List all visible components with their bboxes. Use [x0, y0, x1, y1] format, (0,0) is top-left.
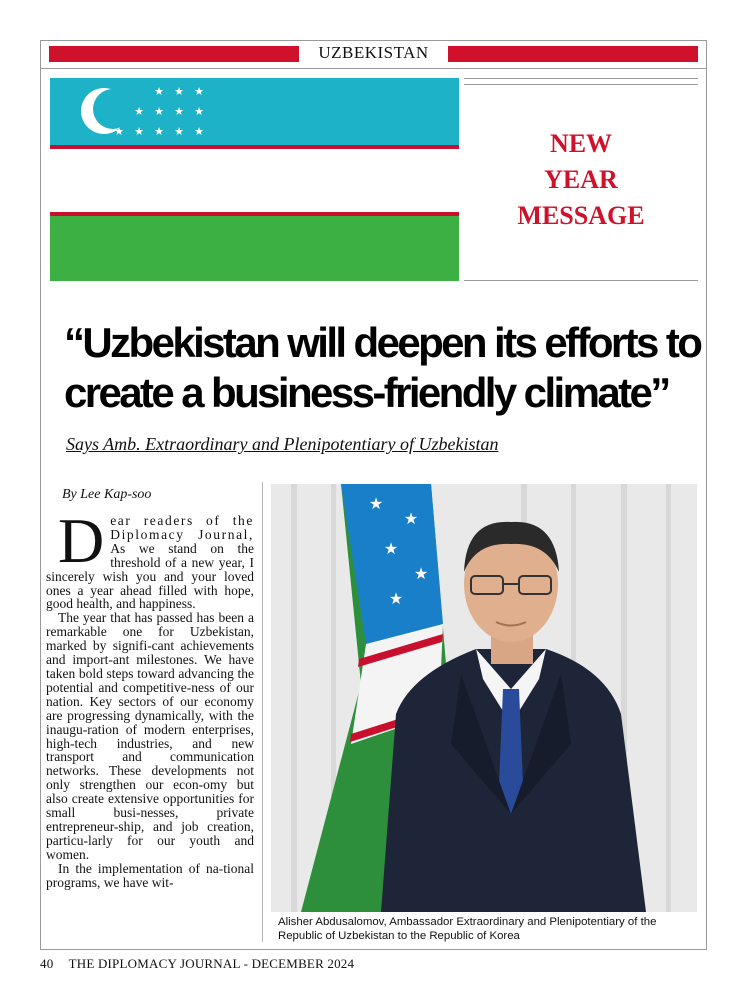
section-bar-left: [49, 46, 299, 62]
svg-text:★: ★: [114, 125, 124, 138]
page-footer: [40, 956, 354, 972]
new-year-message-title: NEW YEAR MESSAGE: [517, 129, 645, 230]
svg-text:★: ★: [194, 125, 204, 138]
body-paragraph: As we stand on the threshold of a new year, I sincerely wish you and your loved ones a year ahead filled with hope, good health, and happiness.: [46, 540, 254, 612]
svg-text:★: ★: [134, 125, 144, 138]
svg-text:★: ★: [368, 494, 384, 513]
svg-text:★: ★: [403, 509, 419, 528]
section-bar-right: [448, 46, 698, 62]
article-subhead: Says Amb. Extraordinary and Plenipotentiary of Uzbekistan: [66, 434, 499, 454]
byline: By Lee Kap-soo: [62, 487, 152, 502]
new-year-message-box: [464, 78, 698, 281]
lead-text: ear readers of the Diplomacy Journal,: [110, 513, 254, 542]
header-rule: [40, 68, 707, 69]
svg-text:★: ★: [194, 85, 204, 98]
drop-cap: D: [58, 505, 105, 576]
article-headline: “Uzbekistan will deepen its efforts to create a business-friendly climate”: [64, 319, 701, 416]
uzbekistan-flag-image: [50, 78, 459, 281]
column-divider: [262, 482, 263, 942]
photo-caption: Alisher Abdusalomov, Ambassador Extraordinary and Plenipotentiary of the Republic of Uzbekistan to the Republic of Korea: [278, 916, 657, 942]
svg-text:★: ★: [194, 105, 204, 118]
svg-text:★: ★: [383, 539, 399, 558]
body-paragraph: The year that has passed has been a remarkable one for Uzbekistan, marked by signifi-cant achievements and import-ant milestones. We have taken bold steps toward advancing the potential and competitive-ness of our nation. Key sectors of our economy are progressing dynamically, with the inaugu-ration of modern enterprises, high-tech industries, and new transport and communication networks. These developments not only strengthen our econ-omy but also create extensive opportunities for small busi-nesses, private entrepreneur-ship, and job creation, particu-larly for our youth and women.: [46, 610, 254, 862]
section-label: UZBEKISTAN: [318, 43, 429, 62]
svg-text:★: ★: [388, 589, 404, 608]
svg-text:★: ★: [174, 125, 184, 138]
article-body: [46, 505, 254, 890]
body-paragraph: In the implementation of na-tional programs, we have wit-: [46, 860, 254, 890]
svg-text:★: ★: [174, 105, 184, 118]
publication-name: THE DIPLOMACY JOURNAL - DECEMBER 2024: [68, 956, 355, 971]
svg-text:★: ★: [154, 85, 164, 98]
svg-text:★: ★: [134, 105, 144, 118]
page-number: 40: [40, 956, 54, 971]
ambassador-photo: [271, 484, 697, 912]
svg-text:★: ★: [174, 85, 184, 98]
svg-text:★: ★: [413, 564, 429, 583]
svg-text:★: ★: [154, 125, 164, 138]
svg-text:★: ★: [154, 105, 164, 118]
